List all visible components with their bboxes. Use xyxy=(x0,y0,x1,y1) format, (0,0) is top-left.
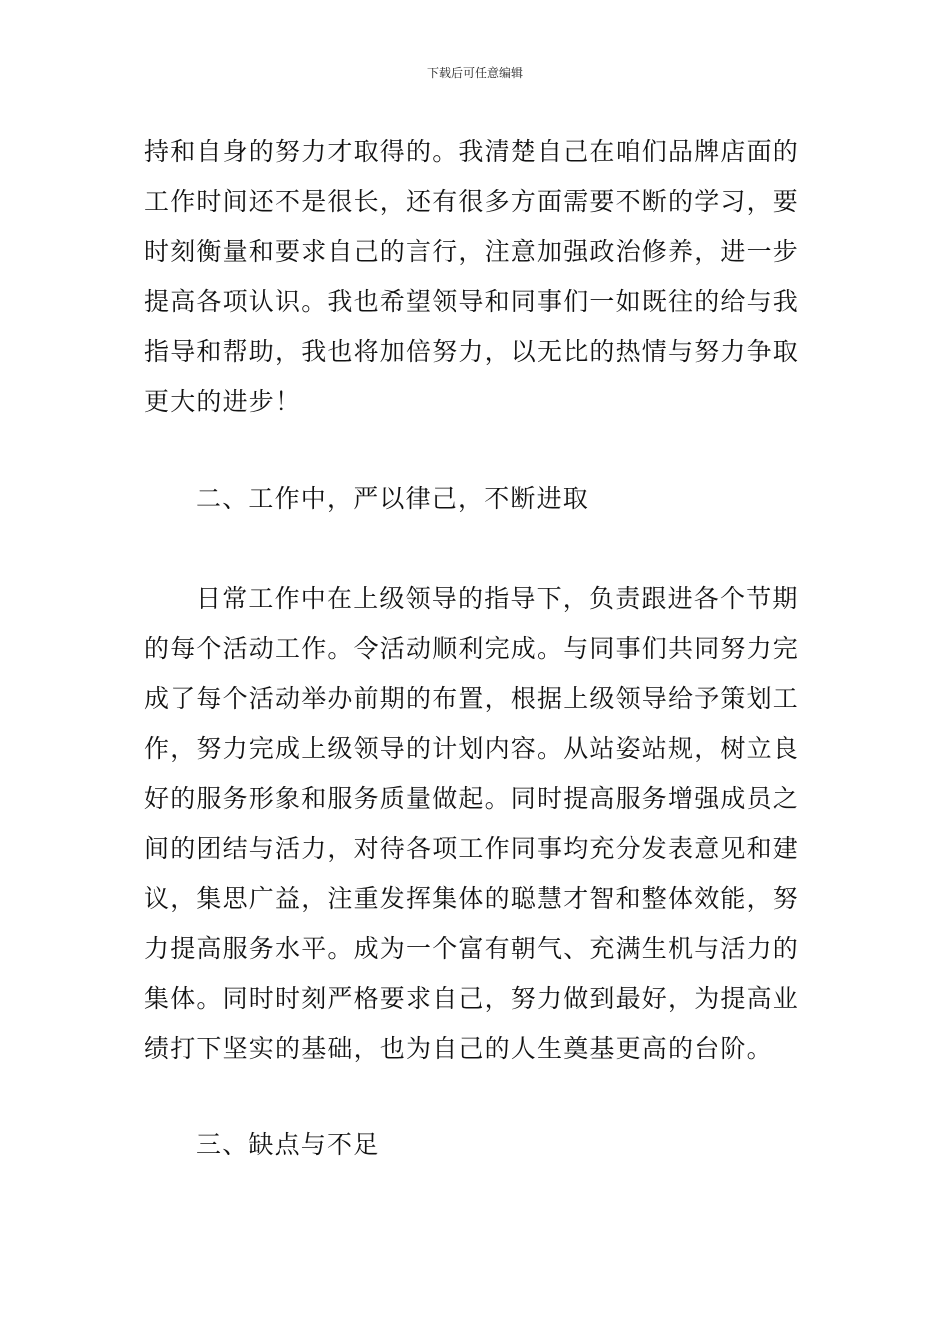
paragraph-line: 持和自身的努力才取得的。我清楚自己在咱们品牌店面的 xyxy=(144,137,800,166)
paragraph-line: 更大的进步！ xyxy=(144,387,302,416)
paragraph-line: 绩打下坚实的基础，也为自己的人生奠基更高的台阶。 xyxy=(144,1034,773,1063)
paragraph-line: 提高各项认识。我也希望领导和同事们一如既往的给与我 xyxy=(144,287,800,316)
paragraph-line: 力提高服务水平。成为一个富有朝气、充满生机与活力的 xyxy=(144,934,800,963)
section-heading-text: 二、工作中，严以律己，不断进取 xyxy=(196,484,590,513)
page-header-note: 下载后可任意编辑 xyxy=(426,66,523,80)
paragraph-line: 指导和帮助，我也将加倍努力，以无比的热情与努力争取 xyxy=(144,337,800,366)
paragraph-line: 集体。同时时刻严格要求自己，努力做到最好，为提高业 xyxy=(144,984,800,1013)
paragraph-line: 议，集思广益，注重发挥集体的聪慧才智和整体效能，努 xyxy=(144,884,800,913)
paragraph-continuation xyxy=(144,127,809,427)
section-heading-2 xyxy=(144,474,809,524)
paragraph-line: 时刻衡量和要求自己的言行，注意加强政治修养，进一步 xyxy=(144,237,800,266)
section-heading-3 xyxy=(144,1120,809,1170)
paragraph-line: 工作时间还不是很长，还有很多方面需要不断的学习，要 xyxy=(144,187,800,216)
paragraph-line: 日常工作中在上级领导的指导下，负责跟进各个节期 xyxy=(196,584,799,613)
paragraph-line: 的每个活动工作。令活动顺利完成。与同事们共同努力完 xyxy=(144,634,800,663)
paragraph-line: 好的服务形象和服务质量做起。同时提高服务增强成员之 xyxy=(144,784,800,813)
paragraph-line: 间的团结与活力，对待各项工作同事均充分发表意见和建 xyxy=(144,834,800,863)
paragraph-line: 成了每个活动举办前期的布置，根据上级领导给予策划工 xyxy=(144,684,800,713)
section-heading-text: 三、缺点与不足 xyxy=(196,1130,380,1159)
paragraph-work xyxy=(144,574,809,1074)
paragraph-line: 作，努力完成上级领导的计划内容。从站姿站规，树立良 xyxy=(144,734,800,763)
